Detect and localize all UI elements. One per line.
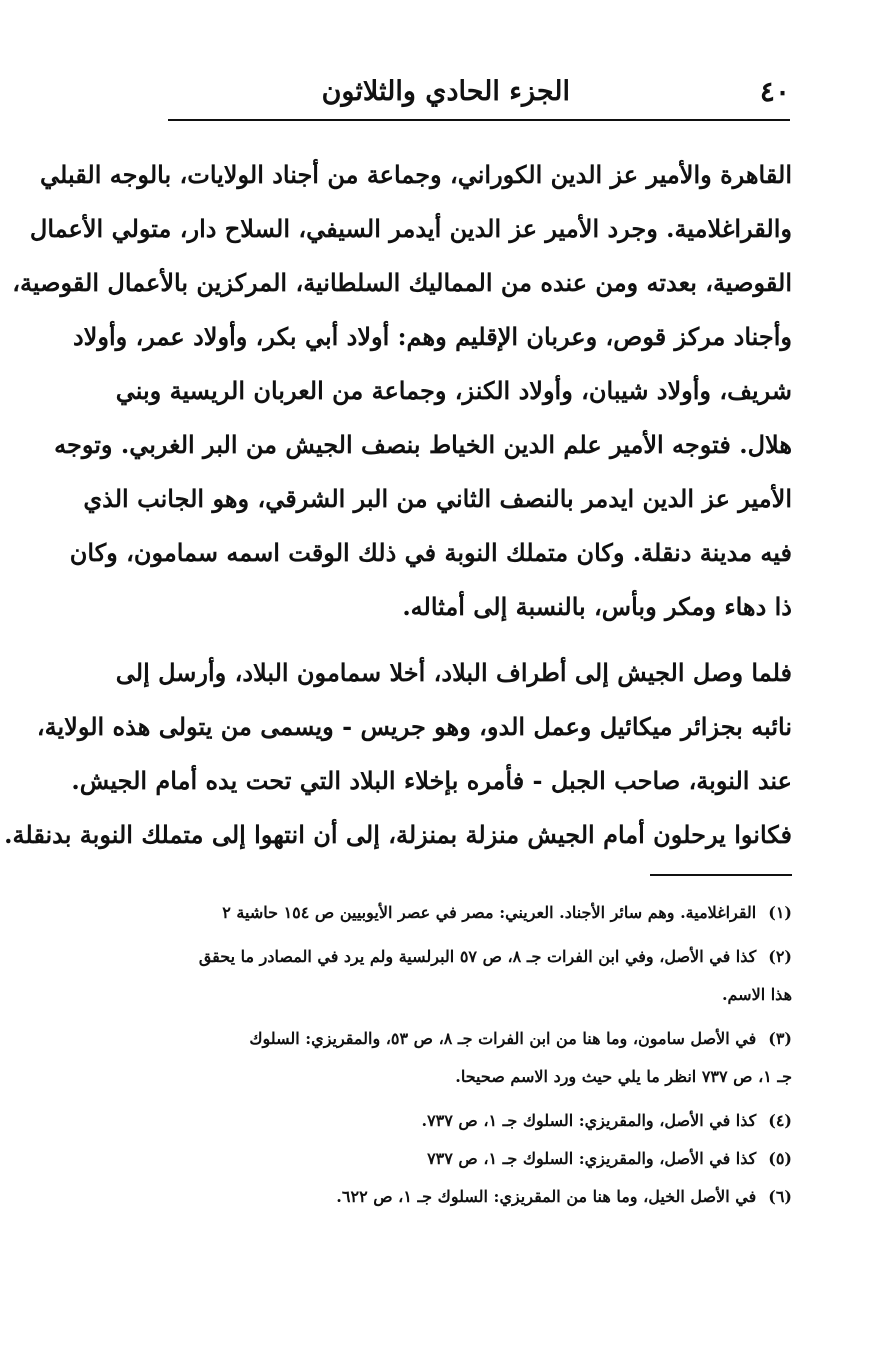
text-line: والقراغلامية. وجرد الأمير عز الدين أيدمر السيفي، السلاح دار، متولي الأعمال xyxy=(29,214,792,243)
footnote-text: هذا الاسم. xyxy=(721,985,792,1004)
footnote-number: (٦) xyxy=(768,1187,792,1206)
text-line: وأجناد مركز قوص، وعربان الإقليم وهم: أولاد أبي بكر، وأولاد عمر، وأولاد xyxy=(72,322,792,351)
footnote-4 xyxy=(160,1102,792,1140)
footnote-rule xyxy=(650,874,792,876)
text-line: الأمير عز الدين ايدمر بالنصف الثاني من البر الشرقي، وهو الجانب الذي xyxy=(83,484,792,513)
text-line: القاهرة والأمير عز الدين الكوراني، وجماعة من أجناد الولايات، بالوجه القبلي xyxy=(40,160,792,189)
footnote-2 xyxy=(160,938,792,1014)
footnote-number: (٥) xyxy=(768,1149,792,1168)
text-line: نائبه بجزائر ميكائيل وعمل الدو، وهو جريس - ويسمى من يتولى هذه الولاية، xyxy=(36,712,792,741)
text-line: فيه مدينة دنقلة. وكان متملك النوبة في ذلك الوقت اسمه سمامون، وكان xyxy=(69,538,792,567)
text-line: عند النوبة، صاحب الجبل - فأمره بإخلاء البلاد التي تحت يده أمام الجيش. xyxy=(71,766,792,795)
paragraph-gap xyxy=(160,634,792,646)
running-title: الجزء الحادي والثلاثون xyxy=(321,76,570,107)
footnote-text: جـ ١، ص ٧٣٧ انظر ما يلي حيث ورد الاسم صحيحا. xyxy=(455,1067,792,1086)
text-line: القوصية، بعدته ومن عنده من المماليك السلطانية، المركزين بالأعمال القوصية، xyxy=(12,268,792,297)
footnote-text: كذا في الأصل، والمقريزي: السلوك جـ ١، ص ٧٣٧. xyxy=(421,1111,757,1130)
footnote-text: في الأصل سامون، وما هنا من ابن الفرات جـ ٨، ص ٥٣، والمقريزي: السلوك xyxy=(249,1029,757,1048)
footnote-text: القراغلامية. وهم سائر الأجناد. العريني: مصر في عصر الأيوبيين ص ١٥٤ حاشية ٢ xyxy=(222,903,757,922)
footnote-1 xyxy=(160,894,792,932)
text-line: فكانوا يرحلون أمام الجيش منزلة بمنزلة، إلى أن انتهوا إلى متملك النوبة بدنقلة. xyxy=(4,820,792,849)
header-rule xyxy=(168,119,790,121)
text-line: شريف، وأولاد شيبان، وأولاد الكنز، وجماعة من العربان الريسية وبني xyxy=(115,376,792,405)
page-number: ٤٠ xyxy=(759,75,790,108)
footnote-number: (١) xyxy=(768,903,792,922)
footnote-text: في الأصل الخيل، وما هنا من المقريزي: السلوك جـ ١، ص ٦٢٢. xyxy=(336,1187,757,1206)
paragraph-1 xyxy=(12,148,792,634)
paragraph-2 xyxy=(4,646,792,862)
footnote-6 xyxy=(160,1178,792,1216)
text-line: ذا دهاء ومكر وبأس، بالنسبة إلى أمثاله. xyxy=(402,592,792,621)
main-text xyxy=(4,148,792,862)
footnote-number: (٣) xyxy=(768,1029,792,1048)
footnote-3 xyxy=(160,1020,792,1096)
text-line: فلما وصل الجيش إلى أطراف البلاد، أخلا سمامون البلاد، وأرسل إلى xyxy=(115,658,792,687)
footnote-text: كذا في الأصل، والمقريزي: السلوك جـ ١، ص ٧٣٧ xyxy=(427,1149,757,1168)
footnotes xyxy=(160,894,792,1216)
page-header xyxy=(168,70,790,120)
text-line: هلال. فتوجه الأمير علم الدين الخياط بنصف الجيش من البر الغربي. وتوجه xyxy=(54,430,792,459)
footnote-5 xyxy=(160,1140,792,1178)
footnote-text: كذا في الأصل، وفي ابن الفرات جـ ٨، ص ٥٧ البرلسية ولم يرد في المصادر ما يحقق xyxy=(198,947,757,966)
footnote-number: (٤) xyxy=(768,1111,792,1130)
footnote-number: (٢) xyxy=(768,947,792,966)
